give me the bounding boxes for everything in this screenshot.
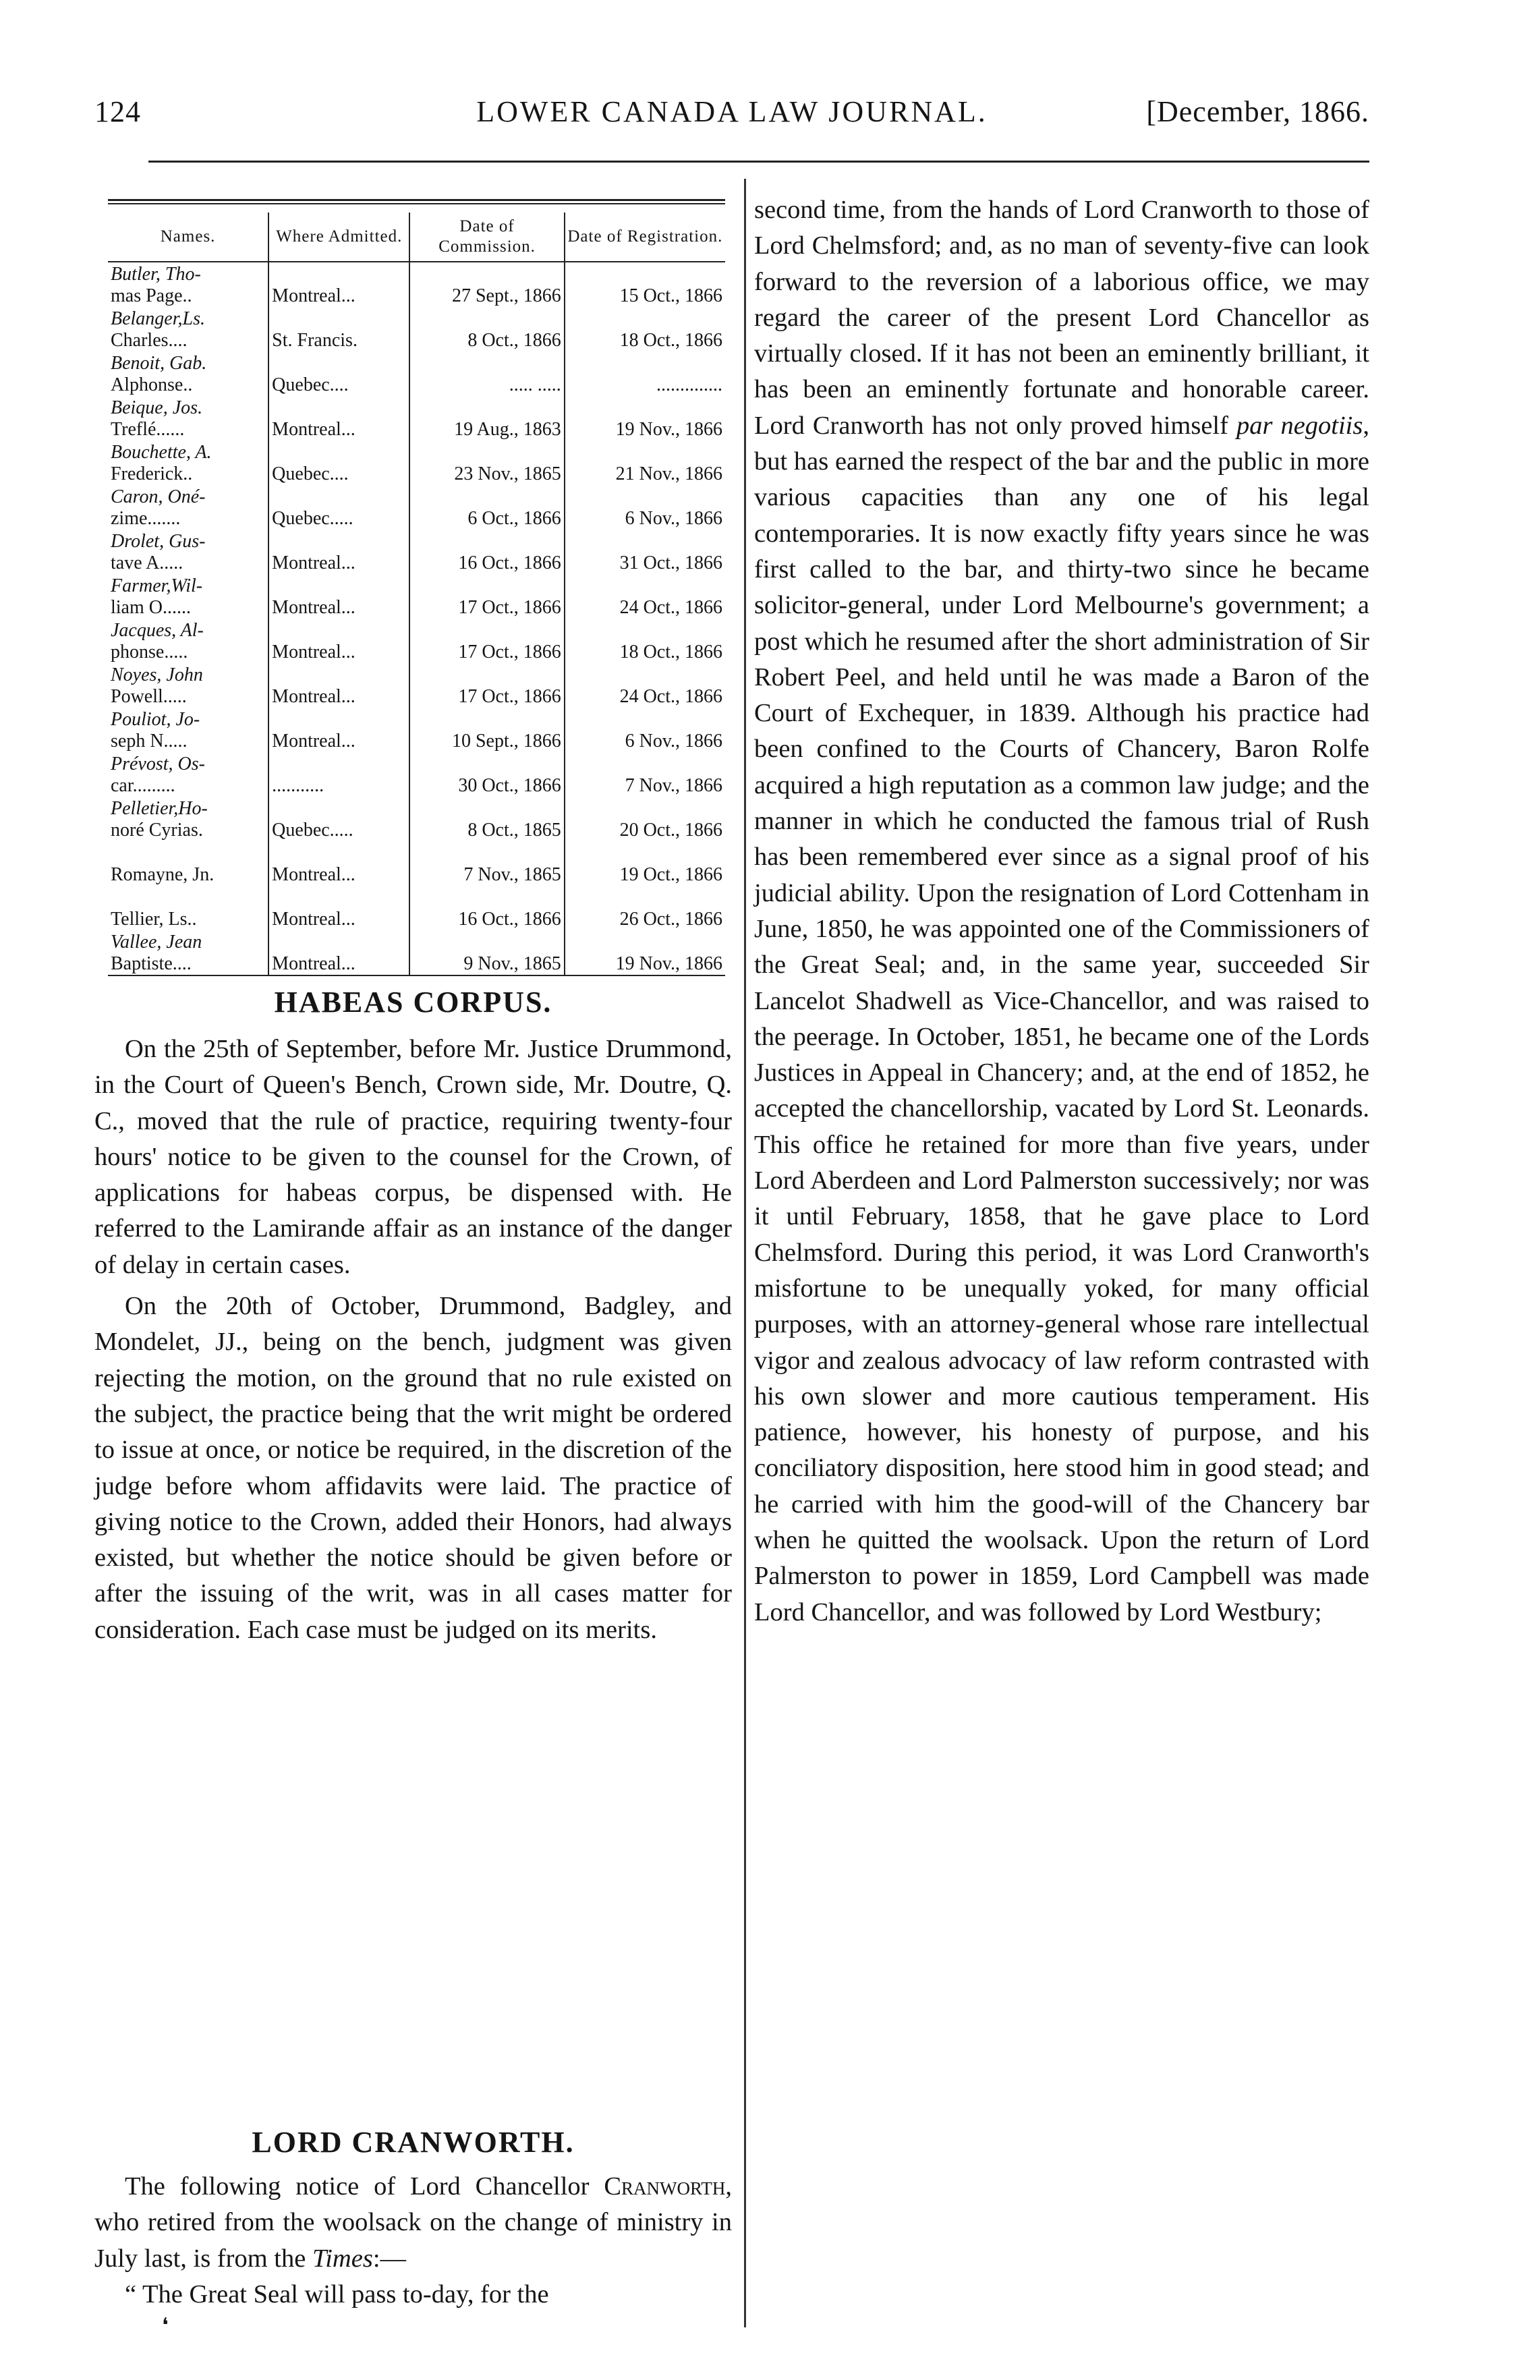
registration-cell: 18 Oct., 1866 <box>565 307 725 351</box>
commission-cell: 17 Oct., 1866 <box>409 619 564 663</box>
name-line-2: mas Page.. <box>111 285 192 306</box>
registration-cell: 20 Oct., 1866 <box>565 797 725 841</box>
name-line-2: Tellier, Ls.. <box>111 909 197 930</box>
commission-cell: 17 Oct., 1866 <box>409 574 564 619</box>
commission-cell: ..... ..... <box>409 351 564 396</box>
name-cell <box>108 441 268 485</box>
admissions-table <box>108 213 725 976</box>
table-row <box>108 441 725 485</box>
commission-cell: 17 Oct., 1866 <box>409 663 564 708</box>
intro-name: Cranworth <box>604 2172 726 2201</box>
name-line-2: Romayne, Jn. <box>111 864 215 885</box>
where-cell: Montreal... <box>268 619 409 663</box>
registration-cell: 18 Oct., 1866 <box>565 619 725 663</box>
name-line-2: Alphonse.. <box>111 374 193 395</box>
column-rule <box>744 179 746 2327</box>
name-line-2: seph N..... <box>111 731 188 752</box>
name-line-2: liam O...... <box>111 597 191 618</box>
table-row <box>108 752 725 797</box>
page-number: 124 <box>94 95 141 128</box>
habeas-section <box>94 985 732 1648</box>
where-cell: Montreal... <box>268 841 409 886</box>
commission-cell: 6 Oct., 1866 <box>409 485 564 530</box>
col-date-registration: Date of Registration. <box>565 213 725 262</box>
name-line-2: tave A..... <box>111 552 183 573</box>
cranworth-continuation <box>754 192 1369 1631</box>
name-line-2: Charles.... <box>111 330 188 351</box>
registration-cell: 19 Nov., 1866 <box>565 930 725 975</box>
col-names: Names. <box>108 213 268 262</box>
name-cell <box>108 485 268 530</box>
where-cell: Quebec.... <box>268 441 409 485</box>
name-line-1: Pelletier,Ho- <box>111 798 208 819</box>
where-cell: Quebec..... <box>268 797 409 841</box>
name-cell <box>108 708 268 752</box>
registration-cell: .............. <box>565 351 725 396</box>
habeas-paragraph-1: On the 25th of September, before Mr. Justice Drummond, in the Court of Queen's Bench, Crown side, Mr. Doutre, Q. C., moved that the rule of practice, requiring twenty-four hours' notice to be given to the counsel for the Crown, of applications for habeas corpus, be dispensed with. He referred to the Lamirande affair as an instance of the danger of delay in certain cases. <box>94 1035 732 1279</box>
where-cell: Montreal... <box>268 886 409 930</box>
registration-cell: 26 Oct., 1866 <box>565 886 725 930</box>
cranworth-section <box>94 2125 732 2313</box>
name-line-2: noré Cyrias. <box>111 820 203 841</box>
registration-cell: 24 Oct., 1866 <box>565 663 725 708</box>
table-header-row <box>108 213 725 262</box>
name-cell <box>108 396 268 441</box>
commission-cell: 8 Oct., 1866 <box>409 307 564 351</box>
where-cell: Montreal... <box>268 930 409 975</box>
name-line-2: phonse..... <box>111 642 188 662</box>
name-cell <box>108 752 268 797</box>
name-line-1: Caron, Oné- <box>111 486 206 507</box>
where-cell: Montreal... <box>268 396 409 441</box>
name-line-2: zime....... <box>111 508 181 529</box>
name-cell <box>108 930 268 975</box>
registration-cell: 15 Oct., 1866 <box>565 262 725 307</box>
where-cell: Quebec..... <box>268 485 409 530</box>
commission-cell: 7 Nov., 1865 <box>409 841 564 886</box>
table-row <box>108 307 725 351</box>
table-row <box>108 708 725 752</box>
col-date-commission: Date of Commission. <box>409 213 564 262</box>
name-cell <box>108 841 268 886</box>
commission-cell: 19 Aug., 1863 <box>409 396 564 441</box>
name-line-1: Vallee, Jean <box>111 932 202 953</box>
where-cell: ........... <box>268 752 409 797</box>
name-cell <box>108 351 268 396</box>
cranworth-title: LORD CRANWORTH. <box>252 2126 575 2159</box>
where-cell: Montreal... <box>268 663 409 708</box>
table-row <box>108 530 725 574</box>
continuation-text-a: second time, from the hands of Lord Cranworth to those of Lord Chelmsford; and, as no man of seventy-five can look forward to the reversion of a laborious office, we may regard the career of the present Lord Chancellor as virtually closed. If it has not been an eminently brilliant, it has been an eminently fortunate and honorable career. Lord Cranworth has not only proved himself <box>754 196 1369 440</box>
name-line-1: Belanger,Ls. <box>111 308 205 329</box>
commission-cell: 16 Oct., 1866 <box>409 886 564 930</box>
name-line-2: Baptiste.... <box>111 953 192 974</box>
commission-cell: 8 Oct., 1865 <box>409 797 564 841</box>
name-line-2: car......... <box>111 775 175 796</box>
table-row <box>108 262 725 307</box>
right-column <box>754 192 1369 1631</box>
table-row <box>108 663 725 708</box>
name-line-1: Jacques, Al- <box>111 620 204 641</box>
registration-cell: 19 Nov., 1866 <box>565 396 725 441</box>
table-row <box>108 841 725 886</box>
name-cell <box>108 797 268 841</box>
registration-cell: 21 Nov., 1866 <box>565 441 725 485</box>
continuation-italic: par negotiis <box>1236 411 1363 440</box>
header-rule <box>148 161 1369 163</box>
name-line-1: Prévost, Os- <box>111 754 205 774</box>
commission-cell: 9 Nov., 1865 <box>409 930 564 975</box>
habeas-title: HABEAS CORPUS. <box>274 986 552 1019</box>
name-line-1: Pouliot, Jo- <box>111 709 200 730</box>
registration-cell: 7 Nov., 1866 <box>565 752 725 797</box>
table-body <box>108 262 725 975</box>
intro-text-a: The following notice of Lord Chancellor <box>125 2172 590 2201</box>
cranworth-quote-start: “ The Great Seal will pass to-day, for the <box>125 2279 549 2308</box>
where-cell: St. Francis. <box>268 307 409 351</box>
commission-cell: 23 Nov., 1865 <box>409 441 564 485</box>
name-cell <box>108 262 268 307</box>
table-row <box>108 396 725 441</box>
name-line-1: Butler, Tho- <box>111 264 201 285</box>
name-cell <box>108 307 268 351</box>
name-cell <box>108 619 268 663</box>
registration-cell: 31 Oct., 1866 <box>565 530 725 574</box>
name-cell <box>108 663 268 708</box>
name-line-1: Benoit, Gab. <box>111 353 207 374</box>
name-cell <box>108 574 268 619</box>
table-row <box>108 485 725 530</box>
registration-cell: 6 Nov., 1866 <box>565 485 725 530</box>
where-cell: Montreal... <box>268 574 409 619</box>
name-cell <box>108 530 268 574</box>
commission-cell: 16 Oct., 1866 <box>409 530 564 574</box>
where-cell: Quebec.... <box>268 351 409 396</box>
issue-date: [December, 1866. <box>1146 95 1369 128</box>
registration-cell: 24 Oct., 1866 <box>565 574 725 619</box>
table-row <box>108 574 725 619</box>
name-line-1: Bouchette, A. <box>111 442 212 463</box>
table-top-rule <box>108 199 725 204</box>
table-row <box>108 886 725 930</box>
name-cell <box>108 886 268 930</box>
table-row <box>108 797 725 841</box>
name-line-2: Frederick.. <box>111 463 193 484</box>
commission-cell: 27 Sept., 1866 <box>409 262 564 307</box>
name-line-1: Beique, Jos. <box>111 397 203 418</box>
intro-text-c: :— <box>372 2244 407 2273</box>
where-cell: Montreal... <box>268 708 409 752</box>
habeas-paragraph-2: On the 20th of October, Drummond, Badgley, and Mondelet, JJ., being on the bench, judgment was given rejecting the motion, on the ground that no rule existed on the subject, the practice being that the writ might be ordered to issue at once, or notice be required, in the discretion of the judge before whom affidavits were laid. The practice of giving notice to the Crown, added their Honors, had always existed, but whether the notice should be given before or after the issuing of the writ, was in all cases matter for consideration. Each case must be judged on its merits. <box>94 1292 732 1644</box>
table-row <box>108 619 725 663</box>
name-line-1: Drolet, Gus- <box>111 531 206 552</box>
name-line-1: Farmer,Wil- <box>111 575 203 596</box>
printers-mark: ❛ <box>162 2315 169 2337</box>
name-line-2: Treflé...... <box>111 419 185 440</box>
name-line-2: Powell..... <box>111 686 187 707</box>
name-line-1: Noyes, John <box>111 664 203 685</box>
cranworth-intro <box>94 2169 732 2277</box>
registration-cell: 6 Nov., 1866 <box>565 708 725 752</box>
where-cell: Montreal... <box>268 262 409 307</box>
commission-cell: 10 Sept., 1866 <box>409 708 564 752</box>
registration-cell: 19 Oct., 1866 <box>565 841 725 886</box>
table-row <box>108 351 725 396</box>
where-cell: Montreal... <box>268 530 409 574</box>
table-row <box>108 930 725 975</box>
intro-text-b: , who retired from the woolsack on the change of ministry in July last, is from the <box>94 2172 732 2273</box>
commission-cell: 30 Oct., 1866 <box>409 752 564 797</box>
col-where-admitted: Where Admitted. <box>268 213 409 262</box>
intro-source: Times <box>312 2244 373 2273</box>
running-header <box>94 94 1369 142</box>
continuation-text-b: , but has earned the respect of the bar and the public in more various capacities than any one of his legal contemporaries. It is now exactly fifty years since he was first called to the bar, and thirty-two since he became solicitor-general, under Lord Melbourne's government; a post which he resumed after the short administration of Sir Robert Peel, and held until he was made a Baron of the Court of Exchequer, in 1839. Although his practice had been confined to the Courts of Chancery, Baron Rolfe acquired a high reputation as a common law judge; and the manner in which he conducted the famous trial of Rush has been remembered ever since as a signal proof of his judicial ability. Upon the resignation of Lord Cottenham in June, 1850, he was appointed one of the Commissioners of the Great Seal; and, in the same year, succeeded Sir Lancelot Shadwell as Vice-Chancellor, and was raised to the peerage. In October, 1851, he became one of the Lords Justices in Appeal in Chancery; and, at the end of 1852, he accepted the chancellorship, vacated by Lord St. Leonards. This office he retained for more than five years, under Lord Aberdeen and Lord Palmerston successively; nor was it until February, 1858, that he gave place to Lord Chelmsford. During this period, it was Lord Cranworth's misfortune to be unequally yoked, for many official purposes, with an attorney-general whose rare intellectual vigor and zealous advocacy of law reform contrasted with his own slower and more cautious temperament. His patience, however, his honesty of purpose, and his conciliatory disposition, here stood him in good stead; and he carried with him the good-will of the Chancery bar when he quitted the woolsack. Upon the return of Lord Palmerston to power in 1859, Lord Campbell was made Lord Chancellor, and was followed by Lord Westbury; <box>754 411 1369 1626</box>
journal-title: LOWER CANADA LAW JOURNAL. <box>476 95 988 128</box>
